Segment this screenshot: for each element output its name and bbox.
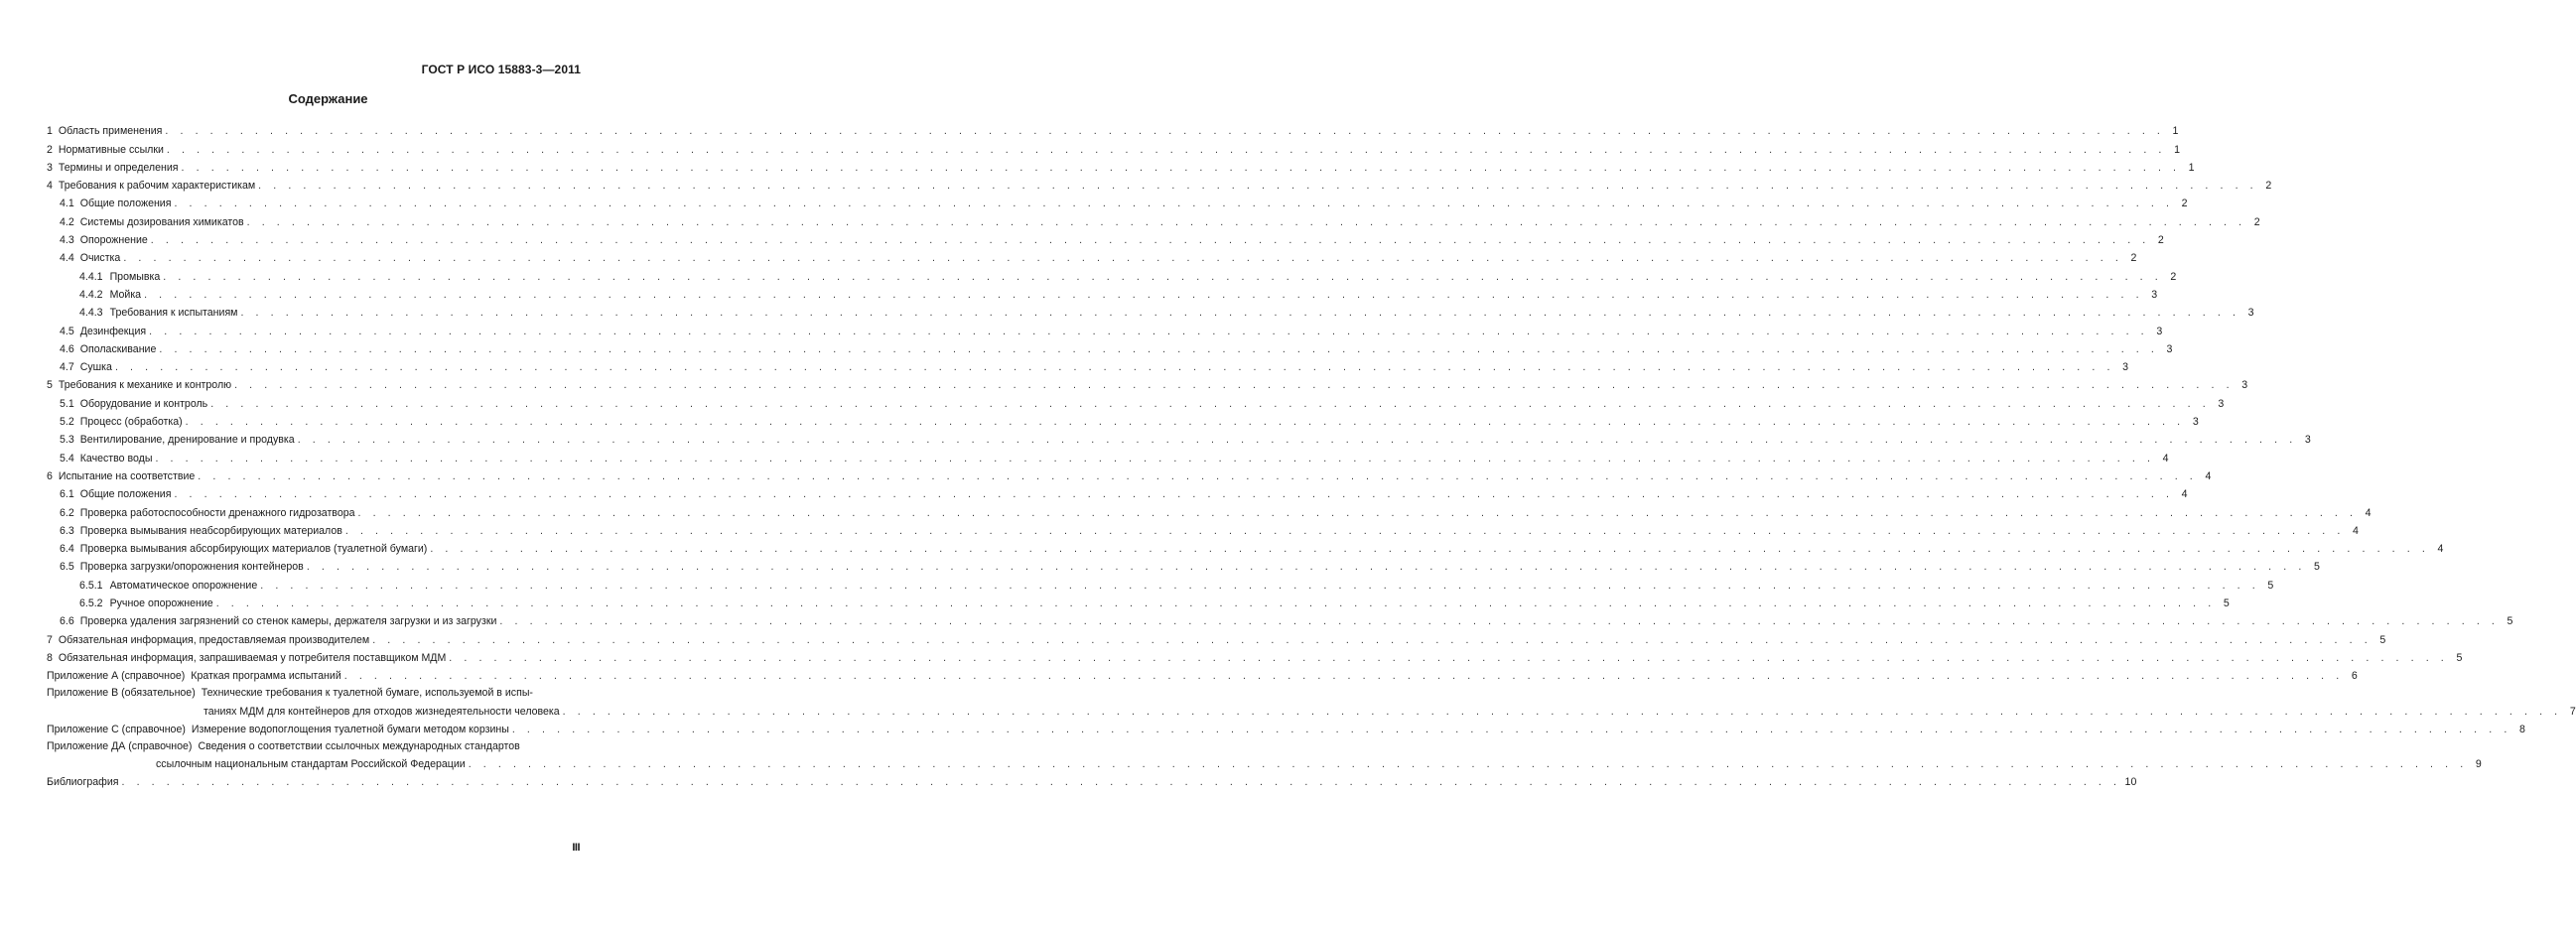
toc-entry[interactable]	[47, 192, 2188, 210]
toc-entry[interactable]	[47, 500, 2372, 519]
toc-entry-page: 5	[2507, 615, 2513, 628]
toc-entry-page: 4	[2205, 469, 2212, 482]
toc-entry-title: Ополаскивание	[79, 342, 157, 355]
toc-entry-number: 1	[47, 125, 53, 138]
toc-appendix-title: Технические требования к туалетной бумаге, используемой в испы-	[201, 687, 533, 700]
toc-entry[interactable]	[47, 519, 2359, 537]
toc-entry-number: 4.4.3	[79, 307, 103, 320]
toc-appendix-title: Краткая программа испытаний	[191, 670, 341, 683]
toc-appendix-title: Измерение водопоглощения туалетной бумаги методом корзины	[191, 723, 509, 735]
dot-leader	[115, 361, 2114, 373]
toc-entry-page: 5	[2267, 579, 2274, 592]
toc-entry-number: 6.4	[60, 543, 74, 556]
dot-leader	[174, 198, 2173, 209]
dot-leader	[512, 724, 2511, 735]
toc-entry[interactable]	[47, 209, 2260, 228]
toc-entry-page: 5	[2379, 633, 2386, 646]
toc-appendix-title: Сведения о соответствии ссылочных международных стандартов	[198, 739, 520, 752]
toc-entry-title: Процесс (обработка)	[79, 416, 183, 429]
dot-leader	[198, 470, 2197, 482]
toc-entry-page: 1	[2188, 161, 2195, 174]
toc-entry-number: 6.3	[60, 524, 74, 537]
dot-leader	[240, 307, 2239, 319]
toc-entry-number: 4.5	[60, 325, 74, 337]
toc-entry-number: 4.1	[60, 198, 74, 210]
dot-leader	[165, 125, 2164, 137]
toc-entry-number: 4.4	[60, 252, 74, 265]
toc-entry-title: Сушка	[79, 361, 112, 374]
toc-entry[interactable]	[47, 137, 2180, 156]
toc-bibliography-page: 10	[2124, 776, 2137, 789]
toc-appendix-label: Приложение ДА (справочное)	[47, 739, 193, 752]
dot-leader	[430, 543, 2429, 555]
toc-entry-page: 3	[2247, 307, 2254, 320]
toc-entry[interactable]	[47, 337, 2173, 355]
dot-leader	[307, 561, 2306, 573]
toc-entry-number: 4.7	[60, 361, 74, 374]
toc-entry[interactable]	[47, 174, 2272, 193]
toc-entry[interactable]	[47, 482, 2188, 501]
toc-entry-page: 4	[2353, 524, 2359, 537]
toc-entry-title: Ручное опорожнение	[109, 597, 213, 610]
dot-leader	[155, 453, 2154, 464]
toc-entry-title: Проверка вымывания неабсорбирующих материалов	[79, 524, 342, 537]
toc-entry-number: 6.6	[60, 615, 74, 628]
toc-entry[interactable]	[47, 410, 2199, 429]
toc-entry-title: Требования к испытаниям	[109, 307, 238, 320]
toc-entry-title: Оборудование и контроль	[79, 397, 208, 410]
toc-entry-number: 6	[47, 469, 53, 482]
toc-appendix-label: Приложение А (справочное)	[47, 670, 186, 683]
toc-entry-title: Очистка	[79, 252, 121, 265]
toc-entry-number: 6.1	[60, 488, 74, 501]
dot-leader	[344, 670, 2344, 682]
toc-entry[interactable]	[47, 627, 2386, 646]
dot-leader	[121, 776, 2120, 788]
dot-leader	[247, 216, 2246, 228]
dot-leader	[159, 343, 2158, 355]
toc-entry-page: 2	[2130, 252, 2137, 265]
toc-bibliography[interactable]	[47, 770, 2137, 789]
toc-entry-title: Обязательная информация, предоставляемая производителем	[58, 633, 370, 646]
toc-entry[interactable]	[47, 264, 2177, 283]
toc-entry-number: 4.2	[60, 215, 74, 228]
toc-entry-page: 3	[2241, 379, 2248, 392]
toc-entry[interactable]	[47, 464, 2212, 482]
toc-entry-number: 7	[47, 633, 53, 646]
toc-entry-title: Автоматическое опорожнение	[109, 579, 258, 592]
toc-appendix-page: 8	[2519, 723, 2525, 735]
toc-entry[interactable]	[47, 573, 2274, 592]
toc-entry-page: 5	[2456, 651, 2463, 664]
toc-entry[interactable]	[47, 446, 2169, 464]
toc-entry-title: Нормативные ссылки	[58, 143, 164, 156]
toc-appendix-label: Приложение В (обязательное)	[47, 687, 196, 700]
toc-entry-number: 2	[47, 143, 53, 156]
dot-leader	[163, 271, 2162, 283]
toc-entry[interactable]	[47, 646, 2463, 664]
page-number: III	[572, 842, 580, 854]
dot-leader	[182, 162, 2181, 174]
toc-appendix[interactable]	[47, 718, 2525, 735]
toc-entry-title: Промывка	[109, 270, 161, 283]
table-of-contents	[47, 119, 2576, 789]
toc-entry-title: Требования к рабочим характеристикам	[58, 180, 256, 193]
toc-entry[interactable]	[47, 319, 2163, 337]
dot-leader	[469, 758, 2468, 770]
toc-entry-number: 5.3	[60, 434, 74, 447]
dot-leader	[216, 597, 2216, 609]
toc-entry-page: 3	[2304, 434, 2311, 447]
toc-entry-number: 4.3	[60, 234, 74, 247]
toc-entry-title: Общие положения	[79, 488, 172, 501]
toc-entry-page: 2	[2265, 180, 2272, 193]
toc-entry-number: 5.2	[60, 416, 74, 429]
document-code: ГОСТ Р ИСО 15883-3—2011	[421, 63, 581, 76]
toc-entry[interactable]	[47, 428, 2311, 447]
toc-entry[interactable]	[47, 355, 2129, 374]
toc-bibliography-title: Библиография	[47, 776, 119, 789]
dot-leader	[149, 326, 2148, 337]
dot-leader	[144, 289, 2143, 301]
toc-entry-number: 6.5.1	[79, 579, 103, 592]
dot-leader	[186, 416, 2185, 428]
dot-leader	[298, 434, 2297, 446]
toc-appendix-title-cont: таниях МДМ для контейнеров для отходов жизнедеятельности человека	[203, 705, 560, 718]
dot-leader	[258, 180, 2257, 192]
toc-entry-page: 1	[2172, 125, 2179, 138]
toc-entry-page: 4	[2162, 452, 2169, 464]
toc-entry[interactable]	[47, 592, 2230, 610]
toc-appendix[interactable]	[47, 682, 2576, 718]
toc-appendix[interactable]	[47, 664, 2358, 683]
toc-entry-title: Проверка загрузки/опорожнения контейнеров	[79, 561, 304, 574]
toc-entry-title: Проверка вымывания абсорбирующих материалов (туалетной бумаги)	[79, 543, 428, 556]
toc-appendix-title-cont: ссылочным национальным стандартам Российской Федерации	[156, 758, 466, 771]
dot-leader	[174, 488, 2173, 500]
toc-entry[interactable]	[47, 373, 2248, 392]
toc-entry-title: Дезинфекция	[79, 325, 147, 337]
toc-entry-title: Системы дозирования химикатов	[79, 215, 244, 228]
toc-entry-title: Качество воды	[79, 452, 153, 464]
toc-entry-number: 8	[47, 651, 53, 664]
toc-entry-number: 6.5.2	[79, 597, 103, 610]
toc-entry-title: Опорожнение	[79, 234, 148, 247]
toc-appendix-page: 9	[2475, 758, 2482, 771]
toc-entry-number: 3	[47, 161, 53, 174]
toc-entry-page: 2	[2157, 234, 2164, 247]
dot-leader	[345, 525, 2345, 537]
toc-entry[interactable]	[47, 119, 2179, 138]
toc-appendix-line	[47, 699, 2576, 718]
toc-entry-page: 3	[2156, 325, 2163, 337]
dot-leader	[123, 252, 2122, 264]
toc-entry-page: 4	[2365, 506, 2372, 519]
toc-entry-number: 4.6	[60, 342, 74, 355]
toc-appendix-page: 6	[2351, 670, 2358, 683]
toc-entry-page: 2	[2181, 198, 2188, 210]
toc-entry-title: Требования к механике и контролю	[58, 379, 232, 392]
toc-entry-number: 6.2	[60, 506, 74, 519]
toc-entry-title: Термины и определения	[58, 161, 179, 174]
dot-leader	[372, 634, 2372, 646]
page-title: Содержание	[288, 91, 368, 106]
toc-appendix-line	[47, 735, 581, 752]
toc-appendix-line	[47, 682, 581, 699]
toc-entry-page: 5	[2313, 561, 2320, 574]
toc-entry-page: 5	[2223, 597, 2230, 610]
dot-leader	[449, 652, 2448, 664]
toc-entry[interactable]	[47, 246, 2137, 265]
toc-entry[interactable]	[47, 609, 2513, 628]
toc-entry-title: Проверка работоспособности дренажного гидрозатвора	[79, 506, 355, 519]
dot-leader	[260, 580, 2259, 592]
toc-entry-page: 3	[2166, 342, 2173, 355]
toc-entry-title: Общие положения	[79, 198, 172, 210]
dot-leader	[358, 507, 2358, 519]
toc-entry-title: Обязательная информация, запрашиваемая у потребителя поставщиком МДМ	[58, 651, 447, 664]
toc-entry-page: 2	[2170, 270, 2177, 283]
dot-leader	[210, 398, 2210, 410]
toc-entry-page: 3	[2151, 288, 2158, 301]
toc-entry-number: 6.5	[60, 561, 74, 574]
toc-entry[interactable]	[47, 156, 2195, 174]
toc-entry-title: Область применения	[58, 125, 163, 138]
toc-appendix[interactable]	[47, 735, 2482, 771]
toc-entry-page: 1	[2174, 143, 2180, 156]
dot-leader	[151, 234, 2150, 246]
toc-entry-title: Вентилирование, дренирование и продувка	[79, 434, 295, 447]
toc-entry-title: Проверка удаления загрязнений со стенок камеры, держателя загрузки и из загрузки	[79, 615, 497, 628]
toc-entry-number: 4	[47, 180, 53, 193]
toc-appendix-line	[47, 752, 2482, 771]
toc-appendix-label: Приложение С (справочное)	[47, 723, 186, 735]
toc-entry[interactable]	[47, 391, 2225, 410]
toc-entry-title: Мойка	[109, 288, 142, 301]
toc-entry[interactable]	[47, 555, 2320, 574]
toc-entry-page: 4	[2437, 543, 2444, 556]
toc-entry[interactable]	[47, 228, 2164, 247]
dot-leader	[167, 144, 2166, 156]
toc-entry[interactable]	[47, 283, 2158, 301]
toc-entry-page: 3	[2122, 361, 2129, 374]
dot-leader	[563, 706, 2562, 718]
toc-entry[interactable]	[47, 301, 2254, 320]
toc-entry-page: 3	[2218, 397, 2225, 410]
toc-entry-page: 3	[2192, 416, 2199, 429]
toc-entry-number: 5	[47, 379, 53, 392]
toc-entry-number: 5.4	[60, 452, 74, 464]
toc-entry-number: 5.1	[60, 397, 74, 410]
toc-entry-page: 2	[2253, 215, 2260, 228]
toc-entry-title: Испытание на соответствие	[58, 469, 196, 482]
toc-entry-number: 4.4.2	[79, 288, 103, 301]
toc-appendix-page: 7	[2569, 705, 2576, 718]
dot-leader	[499, 615, 2499, 627]
toc-entry[interactable]	[47, 537, 2444, 556]
toc-entry-number: 4.4.1	[79, 270, 103, 283]
dot-leader	[234, 379, 2234, 391]
toc-entry-page: 4	[2181, 488, 2188, 501]
